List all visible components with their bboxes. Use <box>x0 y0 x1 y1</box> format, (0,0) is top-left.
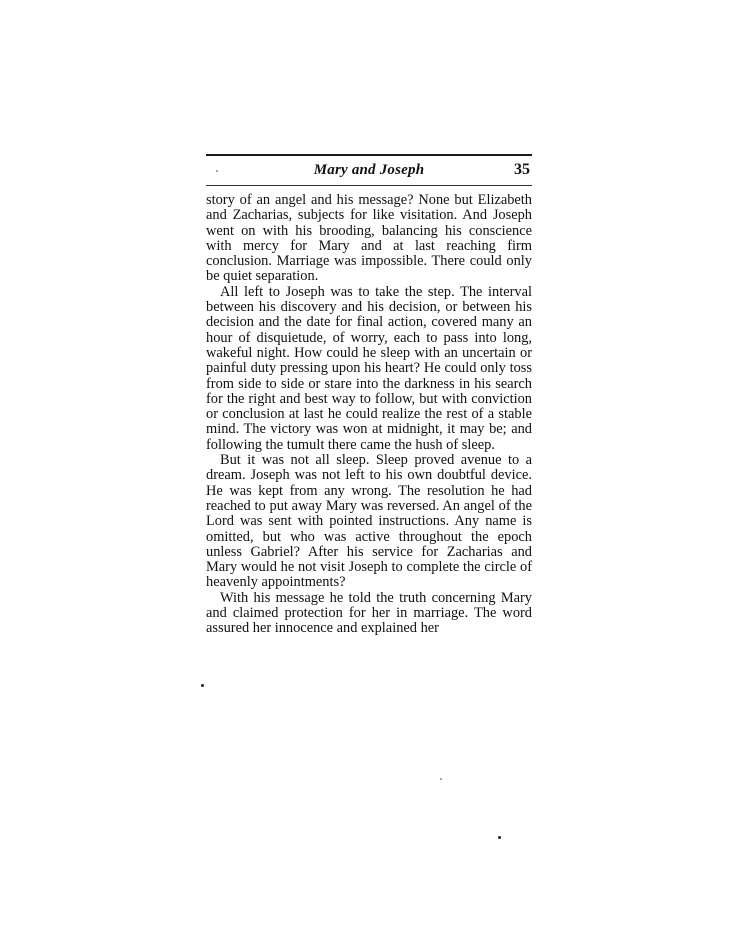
scan-speck <box>216 170 218 172</box>
body-text <box>206 193 532 637</box>
page-number: 35 <box>514 161 530 178</box>
header-bottom-rule <box>206 185 532 186</box>
paragraph-4: With his message he told the truth concerning Mary and claimed protection for her in marriage. The word assured her innocence and explained her <box>206 589 532 637</box>
paragraph-2: All left to Joseph was to take the step. The interval between his discovery and his decision, or between his decision and the date for final action, covered many an hour of disquietude, of worry, each to pass into long, wakeful night. How could he sleep with an uncertain or painful duty pressing upon his heart? He could only toss from side to side or stare into the darkness in his search for the right and best way to follow, but with conviction or conclusion at last he could realize the rest of a stable mind. The victory was won at midnight, it may be; and following the tumult there came the hush of sleep. <box>206 283 532 453</box>
scan-speck <box>201 684 204 687</box>
running-head <box>206 159 532 183</box>
scan-speck <box>498 836 501 839</box>
running-title: Mary and Joseph <box>313 162 425 178</box>
paragraph-1: story of an angel and his message? None but Elizabeth and Zacharias, subjects for like visitation. And Joseph went on with his brooding, balancing his conscience with mercy for Mary and at last reaching firm conclusion. Marriage was impossible. There could only be quiet separation. <box>206 192 532 285</box>
scan-speck <box>440 778 442 780</box>
paragraph-3: But it was not all sleep. Sleep proved avenue to a dream. Joseph was not left to his own doubtful device. He was kept from any wrong. The resolution he had reached to put away Mary was reversed. An angel of the Lord was sent with pointed instructions. Any name is omitted, but who was active throughout the epoch unless Gabriel? After his service for Zacharias and Mary would he not visit Joseph to complete the circle of heavenly appointments? <box>206 452 532 591</box>
header-top-rule <box>206 154 532 156</box>
